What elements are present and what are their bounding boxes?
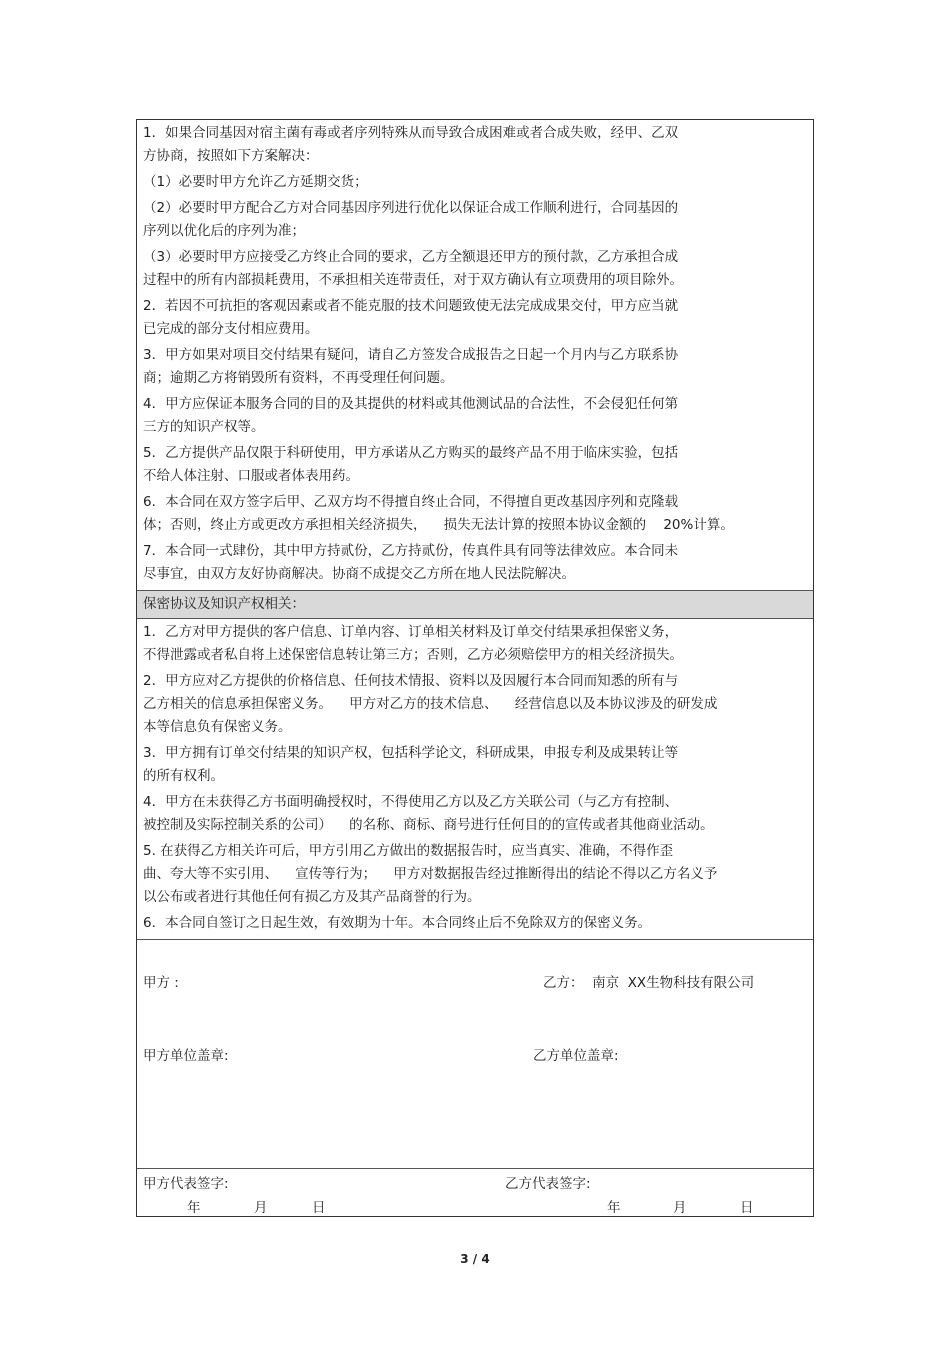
- paragraph-line: （3）必要时甲方应接受乙方终止合同的要求，乙方全额退还甲方的预付款，乙方承担合成: [143, 249, 679, 265]
- contract-table: [136, 119, 814, 1217]
- party-b-rep-label: 乙方代表签字:: [505, 1176, 591, 1192]
- paragraph-line: 5．乙方提供产品仅限于科研使用，甲方承诺从乙方购买的最终产品不用于临床实验，包括: [143, 445, 679, 461]
- terms-section: [137, 120, 813, 590]
- paragraph-line: 4．甲方在未获得乙方书面明确授权时，不得使用乙方以及乙方关联公司（与乙方有控制、: [143, 794, 679, 810]
- paragraph-line: 以公布或者进行其他任何有损乙方及其产品商誉的行为。: [143, 889, 481, 905]
- paragraph-line: 5. 在获得乙方相关许可后，甲方引用乙方做出的数据报告时，应当真实、准确，不得作歪: [143, 843, 674, 859]
- paragraph-line: 3．甲方如果对项目交付结果有疑问，请自乙方签发合成报告之日起一个月内与乙方联系协: [143, 347, 679, 363]
- paragraph-line: 商；逾期乙方将销毁所有资料，不再受理任何问题。: [143, 370, 454, 386]
- party-b-year: 年: [607, 1200, 621, 1216]
- paragraph-line: 尽事宜，由双方友好协商解决。协商不成提交乙方所在地人民法院解决。: [143, 566, 575, 582]
- party-a-day: 日: [312, 1200, 326, 1216]
- paragraph-line: （1）必要时甲方允许乙方延期交货；: [143, 174, 368, 190]
- party-b-month: 月: [673, 1200, 687, 1216]
- paragraph-line: 曲、夸大等不实引用、 宣传等行为； 甲方对数据报告经过推断得出的结论不得以乙方名义予: [143, 866, 718, 882]
- paragraph-line: 2．甲方应对乙方提供的价格信息、任何技术情报、资料以及因履行本合同而知悉的所有与: [143, 673, 679, 689]
- page-number: 3 / 4: [460, 1252, 490, 1266]
- paragraph-line: 被控制及实际控制关系的公司） 的名称、商标、商号进行任何目的的宣传或者其他商业活动。: [143, 817, 714, 833]
- party-a-rep-label: 甲方代表签字:: [143, 1176, 229, 1192]
- paragraph-line: 的所有权利。: [143, 768, 224, 784]
- paragraph-line: 6．本合同在双方签字后甲、乙双方均不得擅自终止合同，不得擅自更改基因序列和克隆载: [143, 494, 679, 510]
- paragraph-line: 2．若因不可抗拒的客观因素或者不能克服的技术问题致使无法完成成果交付，甲方应当就: [143, 298, 679, 314]
- party-a-seal-label: 甲方单位盖章:: [143, 1048, 229, 1064]
- party-b-seal-label: 乙方单位盖章:: [533, 1048, 619, 1064]
- party-b-day: 日: [740, 1200, 754, 1216]
- paragraph-line: 6．本合同自签订之日起生效，有效期为十年。本合同终止后不免除双方的保密义务。: [143, 915, 652, 931]
- paragraph-line: 3．甲方拥有订单交付结果的知识产权，包括科学论文，科研成果，申报专利及成果转让等: [143, 745, 679, 761]
- confidentiality-section: [137, 618, 813, 939]
- paragraph-line: 三方的知识产权等。: [143, 419, 265, 435]
- paragraph-line: 4．甲方应保证本服务合同的目的及其提供的材料或其他测试品的合法性，不会侵犯任何第: [143, 396, 679, 412]
- paragraph-line: 序列以优化后的序列为准；: [143, 223, 305, 239]
- paragraph-line: 1．如果合同基因对宿主菌有毒或者序列特殊从而导致合成困难或者合成失败，经甲、乙双: [143, 125, 679, 141]
- paragraph-line: 已完成的部分支付相应费用。: [143, 321, 319, 337]
- paragraph-line: （2）必要时甲方配合乙方对合同基因序列进行优化以保证合成工作顺利进行，合同基因的: [143, 200, 679, 216]
- paragraph-line: 方协商，按照如下方案解决：: [143, 148, 319, 164]
- paragraph-line: 不得泄露或者私自将上述保密信息转让第三方；否则，乙方必须赔偿甲方的相关经济损失。: [143, 647, 683, 663]
- paragraph-line: 本等信息负有保密义务。: [143, 719, 292, 735]
- paragraph-line: 不给人体注射、口服或者体表用药。: [143, 468, 359, 484]
- party-a-month: 月: [254, 1200, 268, 1216]
- confidentiality-header: 保密协议及知识产权相关：: [137, 590, 813, 618]
- paragraph-line: 乙方相关的信息承担保密义务。 甲方对乙方的技术信息、 经营信息以及本协议涉及的研发成: [143, 696, 718, 712]
- party-a-label: 甲方 :: [143, 975, 179, 991]
- signature-block: [137, 939, 813, 1216]
- signature-divider: [137, 1168, 813, 1169]
- party-a-year: 年: [187, 1200, 201, 1216]
- party-b-label: 乙方： 南京 XX生物科技有限公司: [543, 975, 755, 991]
- paragraph-line: 过程中的所有内部损耗费用，不承担相关连带责任，对于双方确认有立项费用的项目除外。: [143, 272, 683, 288]
- paragraph-line: 1．乙方对甲方提供的客户信息、订单内容、订单相关材料及订单交付结果承担保密义务，: [143, 624, 679, 640]
- paragraph-line: 7．本合同一式肆份，其中甲方持贰份，乙方持贰份，传真件具有同等法律效应。本合同未: [143, 543, 679, 559]
- paragraph-line: 体；否则，终止方或更改方承担相关经济损失， 损失无法计算的按照本协议金额的 20%计算。: [143, 517, 734, 533]
